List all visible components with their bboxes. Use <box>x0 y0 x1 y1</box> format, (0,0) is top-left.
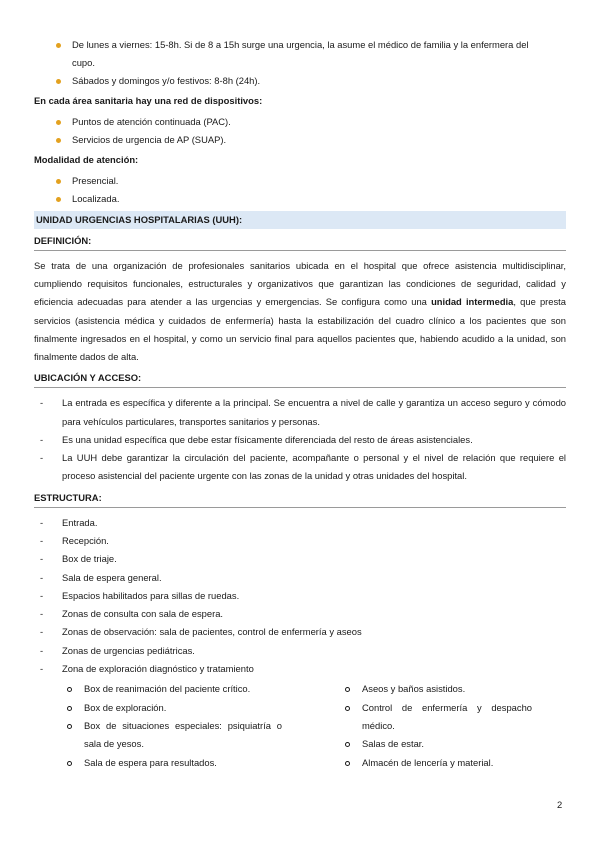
modalidad-heading: Modalidad de atención: <box>34 154 139 165</box>
list-item: Puntos de atención continuada (PAC). <box>34 113 566 131</box>
list-item: Servicios de urgencia de AP (SUAP). <box>34 131 566 149</box>
circle-bullet-icon <box>67 706 72 711</box>
sublist-item: Aseos y baños asistidos. <box>340 680 532 698</box>
circle-bullet-icon <box>345 761 350 766</box>
sublist-item: Control de enfermería y despacho médico. <box>340 699 532 736</box>
list-item: - Es una unidad específica que debe estar físicamente diferenciada del resto de áreas asistenciales. <box>34 431 566 449</box>
dash-bullet: - <box>40 516 44 528</box>
bullet-dot-icon <box>56 138 61 143</box>
sublist-item: Box de reanimación del paciente crítico. <box>62 680 282 698</box>
circle-bullet-icon <box>345 706 350 711</box>
circle-bullet-icon <box>345 687 350 692</box>
ubicacion-list <box>34 394 566 485</box>
bullet-dot-icon <box>56 179 61 184</box>
modalidad-list <box>34 172 566 208</box>
exploracion-sublist <box>34 680 566 771</box>
uuh-section-title: UNIDAD URGENCIAS HOSPITALARIAS (UUH): <box>34 211 566 229</box>
circle-bullet-icon <box>67 724 72 729</box>
list-item: - Zonas de consulta con sala de espera. <box>34 605 566 623</box>
sublist-item: Almacén de lencería y material. <box>340 754 532 772</box>
sublist-item: Box de situaciones especiales: psiquiatría o sala de yesos. <box>62 717 282 754</box>
dash-bullet: - <box>40 535 44 546</box>
list-item: - Entrada. <box>34 514 566 532</box>
list-item: Presencial. <box>34 172 566 190</box>
list-item: - Recepción. <box>34 532 566 550</box>
definicion-heading: DEFINICIÓN: <box>34 233 566 251</box>
dash-bullet: - <box>40 644 44 656</box>
definicion-paragraph: Se trata de una organización de profesionales sanitarios ubicada en el hospital que ofrece asistencia multidisciplinar, cumpliendo requisitos funcionales, estructurales y organizativos que garantizan las condiciones de seguridad, calidad y eficiencia adecuadas para atender a las urgencias y emergencias. Se configura como una unidad intermedia, que presta servicios (asistencia médica y cuidados de enfermería) hasta la estabilización del cuadro clínico a los pacientes que son finalmente ingresados en el hospital, y como un servicio final para aquellos pacientes que, habiendo acudido a la unidad, son finalmente dados de alta. <box>34 260 567 363</box>
list-item: - Zonas de observación: sala de pacientes, control de enfermería y aseos <box>34 623 566 641</box>
ubicacion-heading: UBICACIÓN Y ACCESO: <box>34 370 566 388</box>
bullet-dot-icon <box>56 120 61 125</box>
sublist-right-column <box>340 680 532 771</box>
dash-bullet: - <box>40 397 44 409</box>
list-item: - La entrada es específica y diferente a la principal. Se encuentra a nivel de calle y garantiza un acceso seguro y cómodo para vehículos particulares, transportes sanitarios y personas. <box>34 394 566 431</box>
bullet-dot-icon <box>56 43 61 48</box>
dash-bullet: - <box>40 553 44 565</box>
bold-term: unidad intermedia <box>431 296 514 308</box>
list-item: - Zona de exploración diagnóstico y tratamiento <box>34 660 566 678</box>
bullet-dot-icon <box>56 197 61 202</box>
list-item: Localizada. <box>34 190 566 208</box>
circle-bullet-icon <box>345 742 350 747</box>
schedule-list <box>34 36 566 90</box>
sublist-item: Box de exploración. <box>62 699 282 717</box>
page-number: 2 <box>557 799 563 810</box>
dash-bullet: - <box>40 571 44 583</box>
circle-bullet-icon <box>67 761 72 766</box>
sublist-item: Sala de espera para resultados. <box>62 754 282 772</box>
list-item: - Espacios habilitados para sillas de ruedas. <box>34 587 566 605</box>
dash-bullet: - <box>40 589 44 601</box>
list-item: - La UUH debe garantizar la circulación del paciente, acompañante o personal y el nivel de relación que requiere el proceso asistencial del paciente urgente con las zonas de la unidad y otras unidades del hospital. <box>34 449 566 486</box>
sublist-left-column <box>62 680 282 771</box>
sublist-item: Salas de estar. <box>340 735 532 753</box>
document-page <box>34 36 566 772</box>
dash-bullet: - <box>40 452 44 464</box>
dash-bullet: - <box>40 608 44 620</box>
list-item: - Box de triaje. <box>34 550 566 568</box>
circle-bullet-icon <box>67 687 72 692</box>
red-dispositivos-list <box>34 113 566 149</box>
bullet-dot-icon <box>56 79 61 84</box>
red-dispositivos-heading: En cada área sanitaria hay una red de dispositivos: <box>34 95 263 106</box>
list-item: - Zonas de urgencias pediátricas. <box>34 642 566 660</box>
list-item: De lunes a viernes: 15-8h. Si de 8 a 15h surge una urgencia, la asume el médico de familia y la enfermera del cupo. <box>34 36 566 72</box>
list-item: Sábados y domingos y/o festivos: 8-8h (24h). <box>34 72 566 90</box>
dash-bullet: - <box>40 626 44 638</box>
estructura-list <box>34 514 566 679</box>
estructura-heading: ESTRUCTURA: <box>34 490 566 508</box>
dash-bullet: - <box>40 663 44 675</box>
dash-bullet: - <box>40 433 44 445</box>
list-item: - Sala de espera general. <box>34 569 566 587</box>
